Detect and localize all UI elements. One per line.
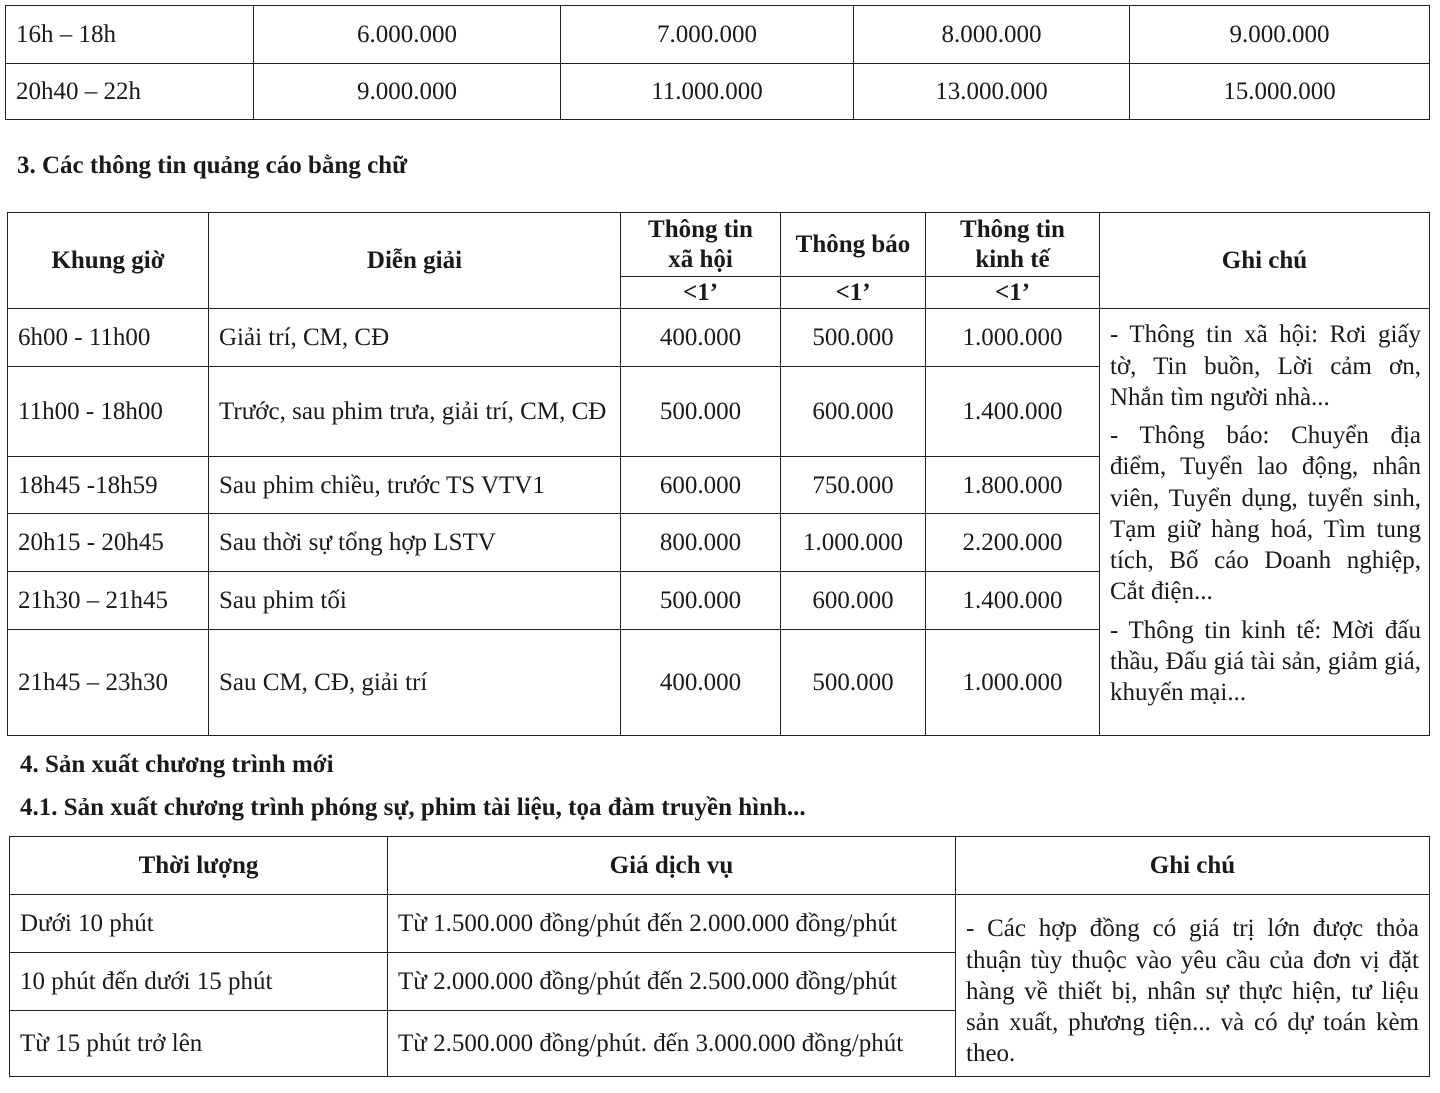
description-cell: Sau phim tối xyxy=(209,572,621,630)
table-row xyxy=(6,6,1430,64)
time-cell: 11h00 - 18h00 xyxy=(8,367,209,457)
header-description: Diễn giải xyxy=(209,213,621,309)
description-cell: Sau phim chiều, trước TS VTV1 xyxy=(209,457,621,514)
price-cell: 15.000.000 xyxy=(1130,64,1430,120)
price-cell: 600.000 xyxy=(621,457,781,514)
time-cell: 18h45 -18h59 xyxy=(8,457,209,514)
price-cell: 1.400.000 xyxy=(926,367,1100,457)
table-row xyxy=(8,309,1430,367)
price-cell: 1.800.000 xyxy=(926,457,1100,514)
note-text: - Các hợp đồng có giá trị lớn được thỏa thuận tùy thuộc vào yêu cầu của đơn vị đặt hàng về thiết bị, nhân sự thực hiện, tư liệu sản xuất, phương tiện... và có dự toán kèm theo. xyxy=(966,915,1419,1068)
header-duration: Thời lượng xyxy=(10,837,388,895)
price-cell: 500.000 xyxy=(781,630,926,736)
price-cell: Từ 1.500.000 đồng/phút đến 2.000.000 đồng/phút xyxy=(388,895,956,953)
duration-label: <1’ xyxy=(926,277,1100,309)
price-cell: 400.000 xyxy=(621,630,781,736)
price-cell: 400.000 xyxy=(621,309,781,367)
price-cell: Từ 2.500.000 đồng/phút. đến 3.000.000 đồng/phút xyxy=(388,1011,956,1077)
header-row xyxy=(8,213,1430,277)
section-4-1-heading: 4.1. Sản xuất chương trình phóng sự, phim tài liệu, tọa đàm truyền hình... xyxy=(20,794,806,821)
price-cell: 6.000.000 xyxy=(254,6,561,64)
section-3-heading: 3. Các thông tin quảng cáo bằng chữ xyxy=(17,152,408,179)
price-cell: 2.200.000 xyxy=(926,514,1100,572)
header-economic-info: Thông tin kinh tế xyxy=(926,213,1100,277)
header-social-info: Thông tin xã hội xyxy=(621,213,781,277)
description-cell: Giải trí, CM, CĐ xyxy=(209,309,621,367)
time-cell: 20h15 - 20h45 xyxy=(8,514,209,572)
note-social: - Thông tin xã hội: Rơi giấy tờ, Tin buồn, Lời cảm ơn, Nhắn tìm người nhà... xyxy=(1110,321,1421,411)
price-cell: 600.000 xyxy=(781,572,926,630)
price-table-continued xyxy=(5,5,1430,120)
price-cell: 600.000 xyxy=(781,367,926,457)
price-cell: 8.000.000 xyxy=(854,6,1130,64)
price-cell: 1.000.000 xyxy=(781,514,926,572)
note-notice: - Thông báo: Chuyển địa điểm, Tuyển lao động, nhân viên, Tuyển dụng, tuyển sinh, Tạm giữ hàng hoá, Tìm tung tích, Bố cáo Doanh nghiệp, Cắt điện... xyxy=(1110,422,1421,606)
price-cell: 13.000.000 xyxy=(854,64,1130,120)
header-note: Ghi chú xyxy=(1100,213,1430,309)
description-cell: Sau thời sự tổng hợp LSTV xyxy=(209,514,621,572)
price-cell: 1.400.000 xyxy=(926,572,1100,630)
time-cell: 21h30 – 21h45 xyxy=(8,572,209,630)
price-cell: 7.000.000 xyxy=(561,6,854,64)
header-note: Ghi chú xyxy=(956,837,1430,895)
notes-cell xyxy=(956,895,1430,1077)
duration-cell: 10 phút đến dưới 15 phút xyxy=(10,953,388,1011)
header-row xyxy=(10,837,1430,895)
notes-cell xyxy=(1100,309,1430,736)
duration-cell: Từ 15 phút trở lên xyxy=(10,1011,388,1077)
description-cell: Trước, sau phim trưa, giải trí, CM, CĐ xyxy=(209,367,621,457)
text-ad-price-table xyxy=(7,212,1430,736)
table-row xyxy=(10,895,1430,953)
price-cell: 750.000 xyxy=(781,457,926,514)
price-cell: 800.000 xyxy=(621,514,781,572)
price-cell: 1.000.000 xyxy=(926,309,1100,367)
description-cell: Sau CM, CĐ, giải trí xyxy=(209,630,621,736)
time-cell: 21h45 – 23h30 xyxy=(8,630,209,736)
price-cell: Từ 2.000.000 đồng/phút đến 2.500.000 đồng/phút xyxy=(388,953,956,1011)
price-cell: 1.000.000 xyxy=(926,630,1100,736)
duration-cell: Dưới 10 phút xyxy=(10,895,388,953)
note-economic: - Thông tin kinh tế: Mời đấu thầu, Đấu giá tài sản, giảm giá, khuyến mại... xyxy=(1110,616,1421,706)
header-notice: Thông báo xyxy=(781,213,926,277)
time-cell: 20h40 – 22h xyxy=(6,64,254,120)
price-cell: 500.000 xyxy=(621,367,781,457)
price-cell: 9.000.000 xyxy=(254,64,561,120)
price-cell: 500.000 xyxy=(621,572,781,630)
section-4-heading: 4. Sản xuất chương trình mới xyxy=(20,751,334,778)
header-price: Giá dịch vụ xyxy=(388,837,956,895)
time-cell: 6h00 - 11h00 xyxy=(8,309,209,367)
price-cell: 9.000.000 xyxy=(1130,6,1430,64)
header-time: Khung giờ xyxy=(8,213,209,309)
duration-label: <1’ xyxy=(621,277,781,309)
price-cell: 500.000 xyxy=(781,309,926,367)
price-cell: 11.000.000 xyxy=(561,64,854,120)
time-cell: 16h – 18h xyxy=(6,6,254,64)
duration-label: <1’ xyxy=(781,277,926,309)
production-price-table xyxy=(9,836,1430,1077)
table-row xyxy=(6,64,1430,120)
